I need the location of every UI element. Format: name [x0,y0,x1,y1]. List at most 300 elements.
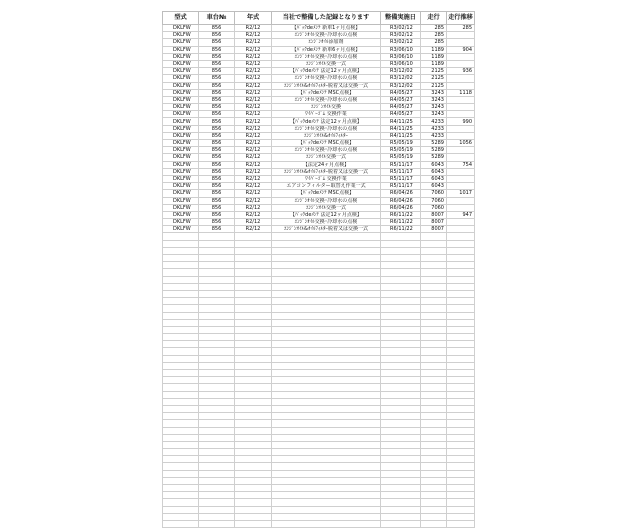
table-row [163,132,475,139]
mileage-cell [421,441,447,448]
service-date-cell [381,384,421,391]
chassis-number-cell [199,398,235,405]
mileage-trend-cell [447,499,475,506]
service-date-cell: R6/04/26 [381,190,421,197]
service-date-cell [381,326,421,333]
chassis-number-cell [199,348,235,355]
chassis-number-cell: 856 [199,168,235,175]
model-year-cell [235,470,272,477]
model-cell [163,348,199,355]
model-year-cell: R2/12 [235,226,272,233]
empty-row [163,312,475,319]
mileage-cell [421,398,447,405]
record-cell: ｴﾝｼﾞﾝｵｲﾙ添加剤 [272,39,381,46]
record-cell: ｴﾝｼﾞﾝｵｲﾙ&ｵｲﾙﾌｨﾙﾀｰ脱着又は交換一式 [272,168,381,175]
model-year-cell [235,377,272,384]
record-cell [272,513,381,520]
model-year-cell: R2/12 [235,175,272,182]
chassis-number-cell [199,341,235,348]
service-date-cell [381,362,421,369]
mileage-trend-cell [447,262,475,269]
model-cell: DKLFW [163,60,199,67]
mileage-cell [421,391,447,398]
mileage-cell [421,513,447,520]
record-cell: 【法定24ヶ月点検】 [272,161,381,168]
mileage-cell [421,348,447,355]
mileage-trend-cell [447,197,475,204]
record-cell: ｴﾝｼﾞﾝｵｲﾙ交換一式 [272,60,381,67]
chassis-number-cell: 856 [199,104,235,111]
model-cell [163,298,199,305]
empty-row [163,326,475,333]
mileage-trend-cell [447,485,475,492]
mileage-cell: 2125 [421,68,447,75]
record-cell [272,326,381,333]
empty-row [163,305,475,312]
chassis-number-cell: 856 [199,68,235,75]
chassis-number-cell: 856 [199,89,235,96]
mileage-trend-cell [447,441,475,448]
model-year-cell [235,276,272,283]
mileage-trend-cell [447,125,475,132]
model-cell [163,370,199,377]
model-year-cell [235,326,272,333]
service-date-cell [381,506,421,513]
model-cell: DKLFW [163,132,199,139]
service-date-cell: R6/04/26 [381,204,421,211]
model-year-cell: R2/12 [235,147,272,154]
model-year-cell [235,463,272,470]
model-year-cell [235,334,272,341]
mileage-trend-cell [447,520,475,527]
model-cell [163,377,199,384]
model-year-cell [235,269,272,276]
service-date-cell [381,276,421,283]
service-date-cell: R3/02/12 [381,25,421,32]
model-year-cell [235,247,272,254]
mileage-cell [421,405,447,412]
model-year-cell: R2/12 [235,190,272,197]
chassis-number-cell [199,334,235,341]
mileage-cell [421,240,447,247]
table-row [163,154,475,161]
record-cell [272,434,381,441]
model-year-cell: R2/12 [235,125,272,132]
record-cell [272,255,381,262]
chassis-number-cell: 856 [199,175,235,182]
model-year-cell [235,485,272,492]
model-cell: DKLFW [163,204,199,211]
header-chassis-number: 車台№ [199,12,235,25]
table-row [163,68,475,75]
model-cell: DKLFW [163,118,199,125]
model-cell [163,420,199,427]
chassis-number-cell: 856 [199,39,235,46]
chassis-number-cell [199,377,235,384]
model-cell: DKLFW [163,183,199,190]
model-cell: DKLFW [163,168,199,175]
mileage-cell [421,499,447,506]
mileage-trend-cell [447,104,475,111]
mileage-trend-cell [447,319,475,326]
mileage-trend-cell [447,75,475,82]
mileage-trend-cell [447,39,475,46]
table-row [163,60,475,67]
model-cell [163,470,199,477]
record-cell [272,520,381,527]
service-date-cell: R3/02/12 [381,32,421,39]
model-year-cell [235,240,272,247]
model-year-cell: R2/12 [235,219,272,226]
record-cell: ｴﾝｼﾞﾝｵｲﾙ交換 [272,104,381,111]
chassis-number-cell [199,463,235,470]
table-row [163,96,475,103]
table-row [163,25,475,32]
service-date-cell: R5/05/19 [381,154,421,161]
record-cell: ｴﾝｼﾞﾝｵｲﾙ交換一式 [272,154,381,161]
empty-row [163,233,475,240]
service-date-cell: R3/02/12 [381,39,421,46]
service-date-cell [381,233,421,240]
model-year-cell [235,456,272,463]
chassis-number-cell: 856 [199,226,235,233]
model-year-cell [235,312,272,319]
header-model-year: 年式 [235,12,272,25]
chassis-number-cell: 856 [199,154,235,161]
model-year-cell [235,492,272,499]
mileage-cell: 1189 [421,53,447,60]
table-row [163,147,475,154]
record-cell: ｴﾝｼﾞﾝｵｲﾙ交換･冷却水の点検 [272,96,381,103]
model-year-cell [235,441,272,448]
record-cell [272,470,381,477]
chassis-number-cell: 856 [199,96,235,103]
model-cell [163,341,199,348]
model-cell [163,334,199,341]
service-date-cell [381,341,421,348]
model-year-cell: R2/12 [235,161,272,168]
chassis-number-cell: 856 [199,183,235,190]
chassis-number-cell: 856 [199,25,235,32]
mileage-cell [421,470,447,477]
model-cell [163,362,199,369]
model-cell: DKLFW [163,68,199,75]
empty-row [163,499,475,506]
chassis-number-cell [199,370,235,377]
mileage-cell: 1189 [421,60,447,67]
table-row [163,89,475,96]
model-year-cell: R2/12 [235,75,272,82]
model-year-cell: R2/12 [235,183,272,190]
mileage-cell [421,305,447,312]
service-date-cell: R4/11/25 [381,125,421,132]
table-row [163,190,475,197]
mileage-trend-cell [447,477,475,484]
mileage-trend-cell [447,492,475,499]
record-cell [272,391,381,398]
model-cell [163,485,199,492]
mileage-cell: 3243 [421,111,447,118]
model-cell: DKLFW [163,211,199,218]
record-cell [272,247,381,254]
model-cell [163,456,199,463]
chassis-number-cell [199,420,235,427]
model-year-cell [235,520,272,527]
table-row [163,118,475,125]
mileage-cell: 5289 [421,140,447,147]
service-date-cell [381,492,421,499]
mileage-cell [421,290,447,297]
mileage-trend-cell [447,60,475,67]
mileage-cell [421,492,447,499]
service-date-cell [381,240,421,247]
table-row [163,183,475,190]
empty-row [163,449,475,456]
model-cell [163,312,199,319]
record-cell [272,384,381,391]
chassis-number-cell [199,384,235,391]
table-row [163,46,475,53]
mileage-cell: 8007 [421,211,447,218]
service-date-cell [381,262,421,269]
empty-row [163,434,475,441]
service-date-cell [381,477,421,484]
model-year-cell [235,513,272,520]
table-row [163,53,475,60]
chassis-number-cell [199,290,235,297]
service-date-cell [381,470,421,477]
mileage-cell [421,283,447,290]
model-year-cell: R2/12 [235,25,272,32]
service-date-cell [381,405,421,412]
mileage-cell [421,326,447,333]
mileage-cell: 6043 [421,183,447,190]
model-year-cell: R2/12 [235,204,272,211]
model-cell [163,355,199,362]
record-cell [272,312,381,319]
service-date-cell: R5/11/17 [381,183,421,190]
header-model: 型式 [163,12,199,25]
mileage-cell [421,247,447,254]
model-cell: DKLFW [163,140,199,147]
mileage-trend-cell [447,370,475,377]
table-row [163,75,475,82]
model-cell [163,413,199,420]
record-cell: ｴﾝｼﾞﾝｵｲﾙ&ｵｲﾙﾌｨﾙﾀｰ [272,132,381,139]
record-cell [272,298,381,305]
record-cell: ｴﾝｼﾞﾝｵｲﾙ&ｵｲﾙﾌｨﾙﾀｰ脱着又は交換一式 [272,82,381,89]
mileage-trend-cell [447,219,475,226]
chassis-number-cell: 856 [199,190,235,197]
service-date-cell: R4/11/25 [381,132,421,139]
mileage-trend-cell [447,82,475,89]
mileage-trend-cell [447,362,475,369]
model-year-cell: R2/12 [235,68,272,75]
mileage-cell: 3243 [421,104,447,111]
chassis-number-cell: 856 [199,75,235,82]
empty-row [163,319,475,326]
model-cell [163,391,199,398]
model-year-cell: R2/12 [235,104,272,111]
model-year-cell [235,506,272,513]
model-year-cell [235,283,272,290]
table-row [163,39,475,46]
empty-row [163,240,475,247]
mileage-cell [421,355,447,362]
mileage-cell: 285 [421,32,447,39]
chassis-number-cell: 856 [199,147,235,154]
model-cell: DKLFW [163,190,199,197]
chassis-number-cell [199,492,235,499]
chassis-number-cell: 856 [199,132,235,139]
empty-row [163,405,475,412]
model-year-cell: R2/12 [235,111,272,118]
service-date-cell [381,370,421,377]
mileage-cell [421,485,447,492]
service-date-cell: R5/05/19 [381,147,421,154]
mileage-cell: 2125 [421,75,447,82]
service-date-cell [381,312,421,319]
mileage-cell: 6043 [421,168,447,175]
chassis-number-cell: 856 [199,197,235,204]
chassis-number-cell [199,470,235,477]
record-cell [272,276,381,283]
chassis-number-cell [199,326,235,333]
mileage-trend-cell [447,53,475,60]
record-cell: ｴﾝｼﾞﾝｵｲﾙ交換･冷却水の点検 [272,147,381,154]
mileage-trend-cell [447,398,475,405]
service-date-cell: R3/12/02 [381,68,421,75]
service-date-cell: R4/05/27 [381,89,421,96]
mileage-cell: 5289 [421,147,447,154]
table-row [163,140,475,147]
mileage-trend-cell [447,326,475,333]
empty-row [163,255,475,262]
model-year-cell [235,499,272,506]
mileage-trend-cell [447,513,475,520]
model-year-cell: R2/12 [235,118,272,125]
chassis-number-cell [199,427,235,434]
record-cell [272,492,381,499]
service-date-cell: R6/04/26 [381,197,421,204]
record-cell [272,348,381,355]
mileage-trend-cell [447,111,475,118]
model-year-cell [235,434,272,441]
chassis-number-cell: 856 [199,125,235,132]
chassis-number-cell [199,456,235,463]
record-cell: ﾜｲﾊﾟｰｺﾞﾑ 交換作業 [272,175,381,182]
mileage-cell [421,319,447,326]
service-date-cell: R4/05/27 [381,96,421,103]
chassis-number-cell [199,240,235,247]
model-cell: DKLFW [163,219,199,226]
mileage-trend-cell [447,298,475,305]
mileage-cell [421,463,447,470]
empty-row [163,348,475,355]
record-cell [272,441,381,448]
model-cell [163,262,199,269]
mileage-trend-cell [447,334,475,341]
model-cell: DKLFW [163,46,199,53]
mileage-cell: 5289 [421,154,447,161]
model-cell [163,326,199,333]
empty-row [163,355,475,362]
model-year-cell [235,262,272,269]
service-date-cell [381,283,421,290]
record-cell [272,485,381,492]
chassis-number-cell: 856 [199,60,235,67]
table-row [163,204,475,211]
chassis-number-cell [199,441,235,448]
chassis-number-cell [199,434,235,441]
model-year-cell: R2/12 [235,32,272,39]
mileage-trend-cell [447,391,475,398]
service-date-cell: R4/11/25 [381,118,421,125]
model-cell: DKLFW [163,53,199,60]
model-year-cell [235,362,272,369]
model-cell: DKLFW [163,89,199,96]
chassis-number-cell [199,247,235,254]
record-cell [272,334,381,341]
chassis-number-cell [199,312,235,319]
model-cell [163,255,199,262]
chassis-number-cell [199,362,235,369]
record-cell [272,355,381,362]
record-cell [272,413,381,420]
chassis-number-cell [199,269,235,276]
service-date-cell [381,499,421,506]
mileage-cell: 4233 [421,125,447,132]
service-date-cell [381,348,421,355]
mileage-trend-cell: 754 [447,161,475,168]
model-cell: DKLFW [163,161,199,168]
service-date-cell [381,449,421,456]
mileage-cell [421,298,447,305]
model-year-cell: R2/12 [235,197,272,204]
chassis-number-cell [199,298,235,305]
table-row [163,168,475,175]
model-year-cell [235,420,272,427]
mileage-trend-cell [447,312,475,319]
record-cell: 【ﾊﾟｯｸdeﾒﾝﾃ 法定12ヶ月点検】 [272,68,381,75]
model-cell: DKLFW [163,111,199,118]
record-cell: 【ﾊﾟｯｸdeﾒﾝﾃ MSC点検】 [272,140,381,147]
service-date-cell: R4/05/27 [381,104,421,111]
header-record: 当社で整備した記録となります [272,12,381,25]
model-year-cell [235,384,272,391]
empty-row [163,290,475,297]
service-date-cell [381,463,421,470]
mileage-trend-cell [447,226,475,233]
mileage-cell [421,377,447,384]
table-row [163,211,475,218]
empty-row [163,283,475,290]
service-date-cell [381,456,421,463]
chassis-number-cell: 856 [199,53,235,60]
service-date-cell [381,255,421,262]
model-cell [163,283,199,290]
service-date-cell [381,319,421,326]
chassis-number-cell [199,485,235,492]
empty-row [163,276,475,283]
mileage-trend-cell: 1118 [447,89,475,96]
record-cell [272,305,381,312]
chassis-number-cell [199,276,235,283]
service-date-cell: R5/05/19 [381,140,421,147]
model-cell [163,520,199,527]
mileage-trend-cell [447,384,475,391]
model-year-cell: R2/12 [235,96,272,103]
